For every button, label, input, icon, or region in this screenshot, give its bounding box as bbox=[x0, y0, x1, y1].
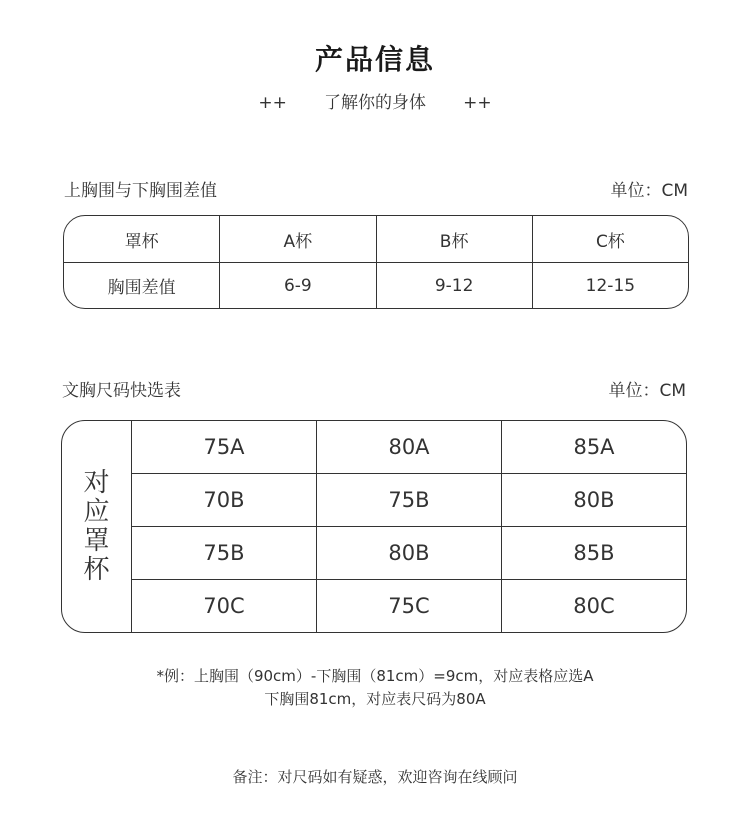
section2-label: 文胸尺码快选表 bbox=[62, 381, 181, 401]
table-cell: 75B bbox=[316, 474, 501, 526]
table-cell: A杯 bbox=[219, 216, 375, 262]
table-cell: 9-12 bbox=[376, 263, 532, 308]
cup-difference-table bbox=[63, 215, 689, 309]
table-cell: 罩杯 bbox=[124, 231, 159, 252]
size-grid bbox=[132, 421, 686, 632]
plus-left: ++ bbox=[258, 93, 287, 113]
table-cell: 80A bbox=[316, 421, 501, 473]
subtitle-row bbox=[0, 88, 750, 113]
side-char: 杯 bbox=[83, 554, 110, 585]
table-cell: 75A bbox=[203, 435, 245, 459]
example-line-1: *例：上胸围（90cm）-下胸围（81cm）=9cm，对应表格应选A bbox=[156, 667, 594, 685]
side-char: 对 bbox=[83, 467, 110, 498]
table-row bbox=[64, 262, 688, 308]
side-char: 罩 bbox=[83, 525, 110, 556]
section2-unit: 单位：CM bbox=[608, 381, 686, 401]
table-cell: B杯 bbox=[376, 216, 532, 262]
table-cell: 70C bbox=[203, 594, 245, 618]
table-row bbox=[64, 216, 688, 262]
plus-right: ++ bbox=[463, 93, 492, 113]
table-cell: 12-15 bbox=[532, 263, 688, 308]
section1-unit: 单位：CM bbox=[610, 181, 688, 201]
size-quick-table bbox=[61, 420, 687, 633]
page-title: 产品信息 bbox=[314, 43, 435, 76]
table-cell: 胸围差值 bbox=[107, 278, 176, 298]
table-row bbox=[132, 473, 686, 526]
side-char: 应 bbox=[83, 496, 110, 527]
table-cell: 85B bbox=[501, 527, 686, 579]
table-cell: 70B bbox=[203, 488, 245, 512]
section1-label: 上胸围与下胸围差值 bbox=[64, 181, 217, 201]
table-cell: 6-9 bbox=[219, 263, 375, 308]
table-cell: 85A bbox=[501, 421, 686, 473]
table-cell: 75B bbox=[203, 541, 245, 565]
table-row bbox=[132, 579, 686, 632]
table-row bbox=[132, 526, 686, 579]
table-row bbox=[132, 421, 686, 473]
example-line-2: 下胸围81cm，对应表尺码为80A bbox=[264, 690, 486, 708]
table-cell: 80C bbox=[501, 580, 686, 632]
subtitle-text: 了解你的身体 bbox=[324, 93, 426, 113]
table-cell: 80B bbox=[316, 527, 501, 579]
side-header bbox=[62, 421, 132, 632]
remark: 备注：对尺码如有疑惑，欢迎咨询在线顾问 bbox=[232, 768, 518, 786]
table-cell: 80B bbox=[501, 474, 686, 526]
table-cell: 75C bbox=[316, 580, 501, 632]
table-cell: C杯 bbox=[532, 216, 688, 262]
